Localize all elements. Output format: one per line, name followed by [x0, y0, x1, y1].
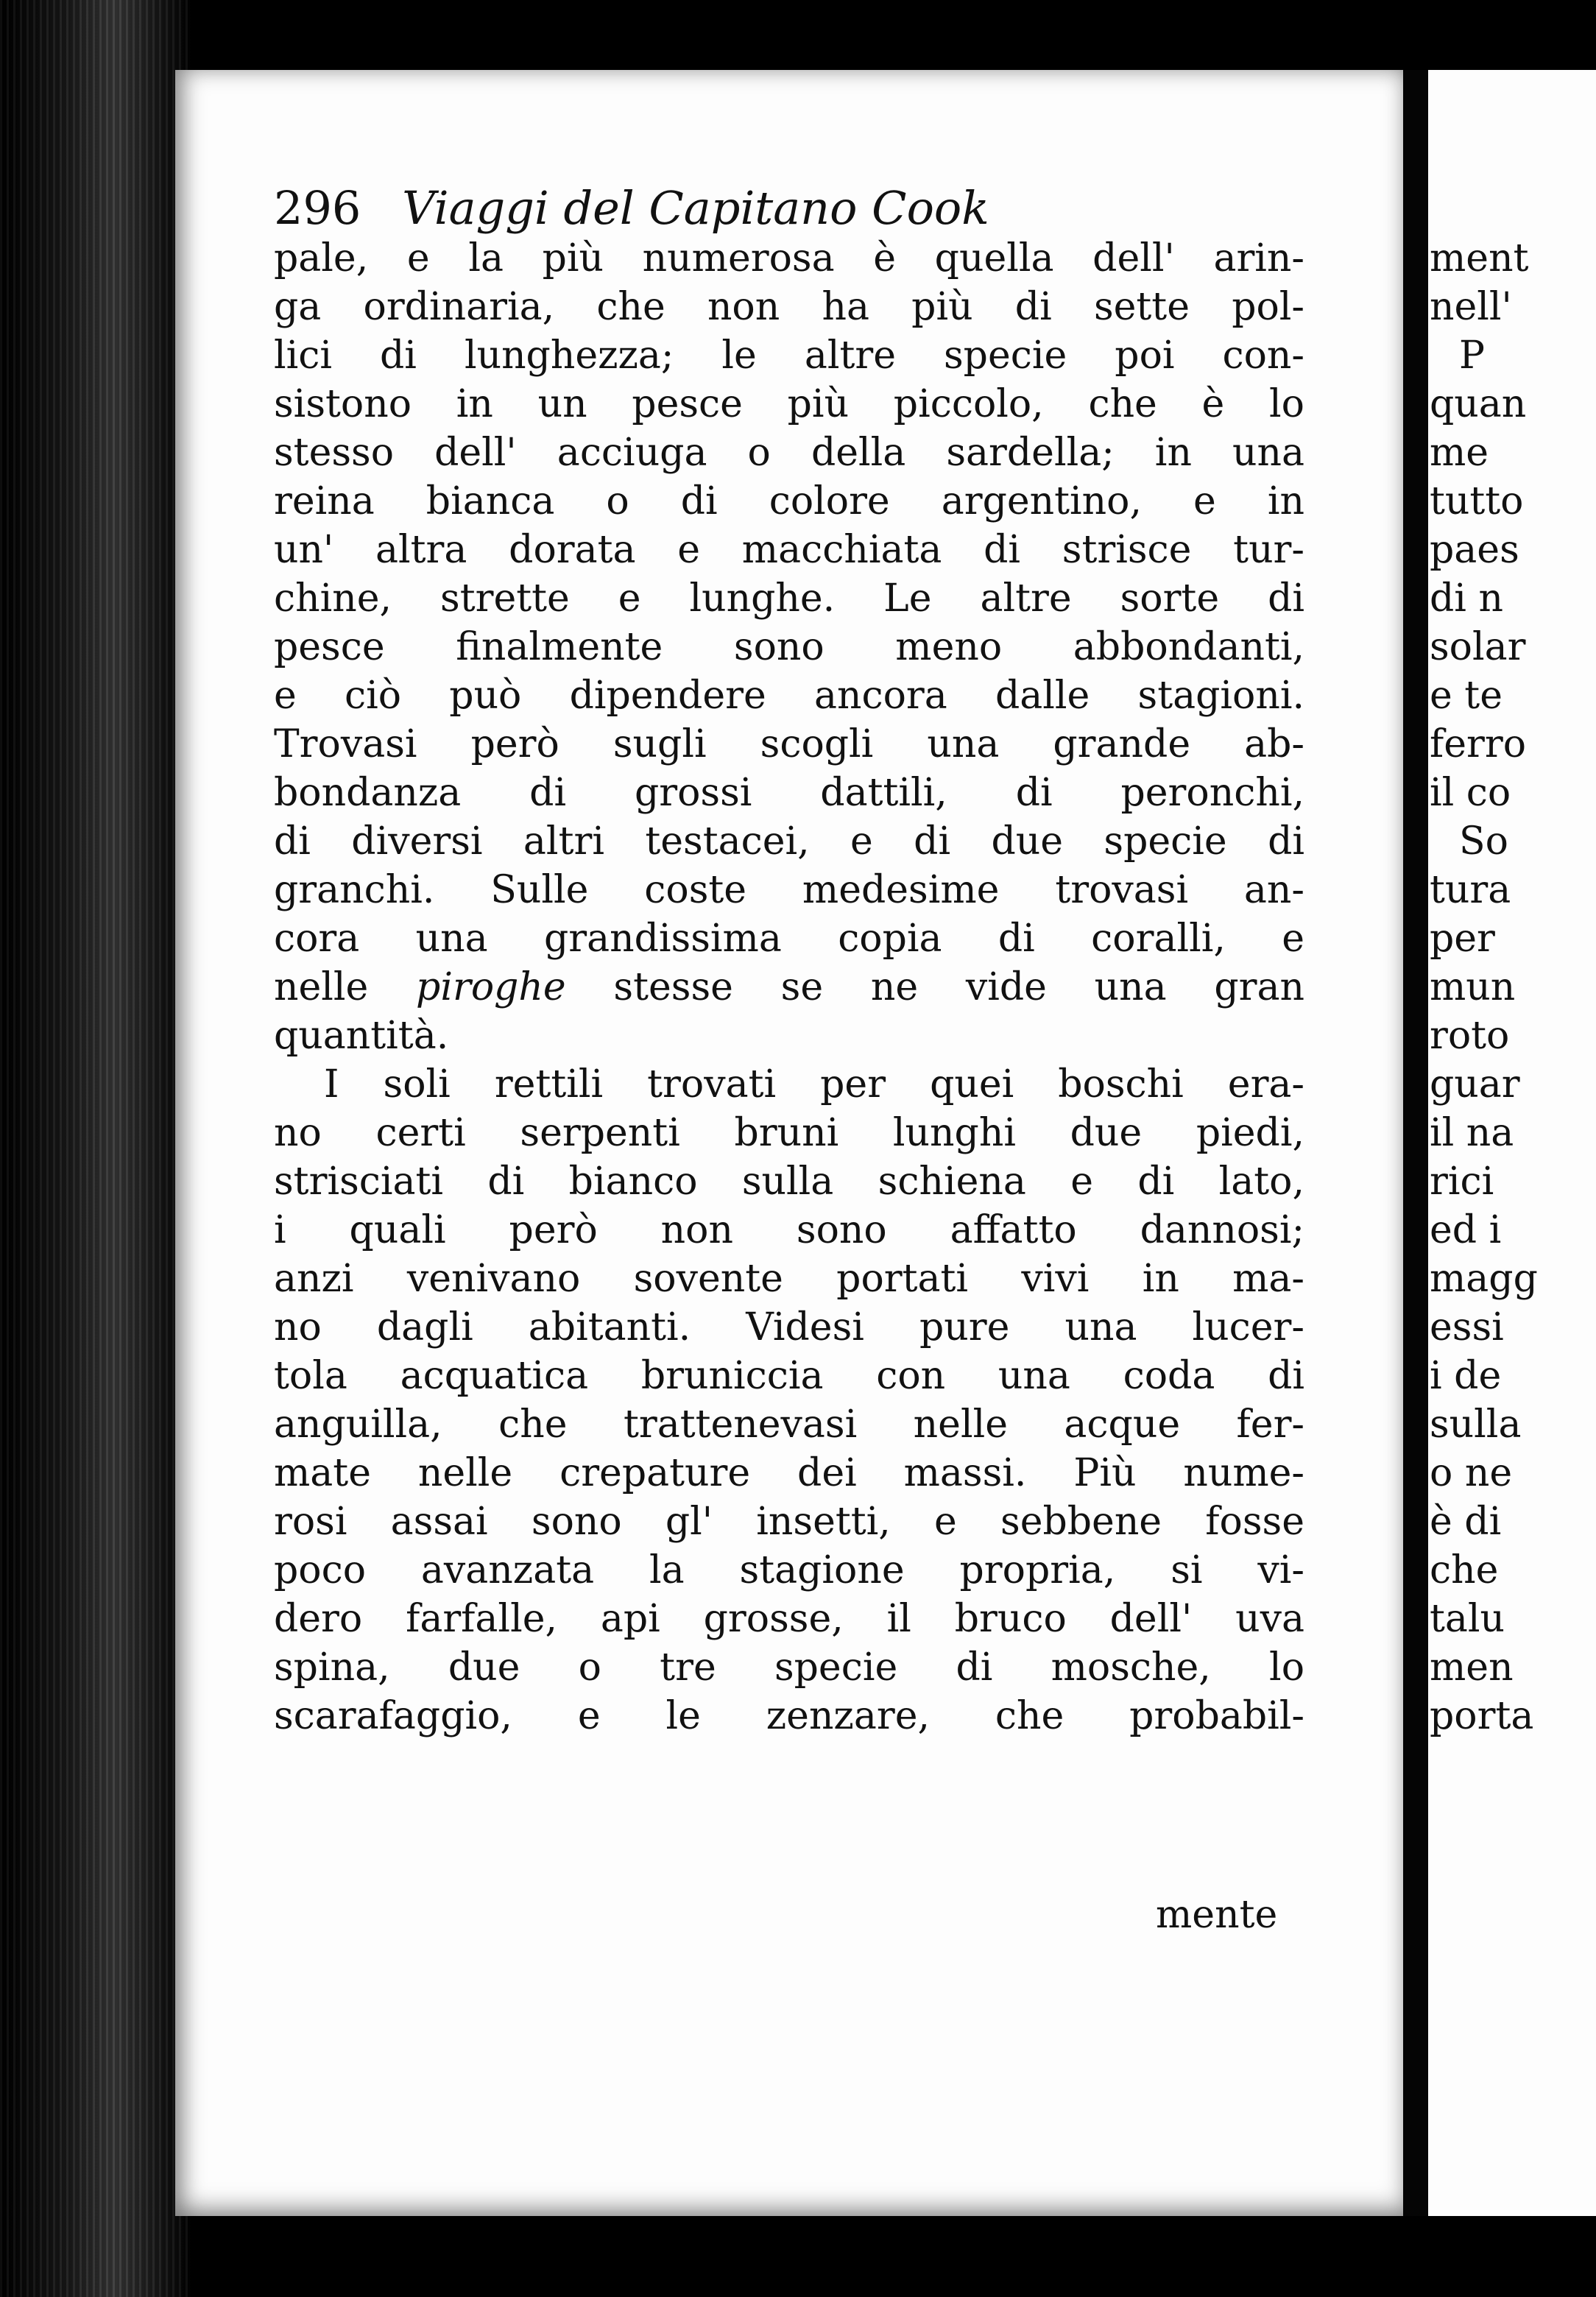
page-body-text [274, 234, 1304, 1740]
text-line: roto [1430, 1014, 1510, 1058]
text-line: i quali però non sono affatto dannosi; [274, 1208, 1304, 1252]
text-line: il na [1430, 1111, 1514, 1155]
text-line: Trovasi però sugli scogli una grande ab- [274, 722, 1304, 766]
book-edge [0, 0, 191, 2297]
text-line: quantità. [274, 1014, 449, 1058]
text-line: di diversi altri testacei, e di due specie di [274, 819, 1304, 864]
page-header [274, 183, 989, 234]
text-line: guar [1430, 1062, 1520, 1107]
text-line: chine, strette e lunghe. Le altre sorte di [274, 576, 1304, 621]
text-line: di n [1430, 576, 1503, 621]
text-line: bondanza di grossi dattili, di peronchi, [274, 771, 1304, 815]
text-line: men [1430, 1645, 1514, 1690]
page-number: 296 [274, 181, 361, 235]
text-line: So [1459, 819, 1508, 864]
book-gutter [1403, 70, 1428, 2216]
text-line: rosi assai sono gl' insetti, e sebbene fosse [274, 1500, 1304, 1544]
text-line: paes [1430, 528, 1519, 572]
text-line: solar [1430, 625, 1526, 669]
running-title: Viaggi del Capitano Cook [402, 181, 989, 235]
text-line: cora una grandissima copia di coralli, e [274, 917, 1304, 961]
text-line: pesce finalmente sono meno abbondanti, [274, 625, 1304, 669]
text-line: strisciati di bianco sulla schiena e di lato, [274, 1160, 1304, 1204]
text-line: talu [1430, 1597, 1505, 1641]
text-line: nelle piroghe stesse se ne vide una gran [274, 965, 1304, 1009]
text-line: P [1459, 334, 1485, 378]
text-line: magg [1430, 1257, 1538, 1301]
text-line: spina, due o tre specie di mosche, lo [274, 1645, 1304, 1690]
text-line: porta [1430, 1694, 1534, 1738]
text-line: poco avanzata la stagione propria, si vi- [274, 1548, 1304, 1592]
text-line: dero farfalle, api grosse, il bruco dell' uva [274, 1597, 1304, 1641]
text-line: I soli rettili trovati per quei boschi era- [324, 1062, 1304, 1107]
text-line: quan [1430, 382, 1527, 426]
text-line: e ciò può dipendere ancora dalle stagioni. [274, 674, 1304, 718]
text-line: essi [1430, 1305, 1504, 1349]
text-line: no dagli abitanti. Videsi pure una lucer- [274, 1305, 1304, 1349]
text-line: pale, e la più numerosa è quella dell' arin- [274, 236, 1304, 280]
text-line: per [1430, 917, 1495, 961]
text-line: e te [1430, 674, 1503, 718]
text-line: o ne [1430, 1451, 1513, 1495]
text-line: sulla [1430, 1402, 1522, 1447]
text-line: ferro [1430, 722, 1527, 766]
text-line: me [1430, 431, 1489, 475]
text-line: granchi. Sulle coste medesime trovasi an- [274, 868, 1304, 912]
text-line: nell' [1430, 285, 1512, 329]
text-line: mun [1430, 965, 1516, 1009]
text-line: mate nelle crepature dei massi. Più nume- [274, 1451, 1304, 1495]
text-line: reina bianca o di colore argentino, e in [274, 479, 1304, 523]
text-line: rici [1430, 1160, 1494, 1204]
text-line: tola acquatica bruniccia con una coda di [274, 1354, 1304, 1398]
text-line: i de [1430, 1354, 1502, 1398]
text-line: lici di lunghezza; le altre specie poi con- [274, 334, 1304, 378]
text-line: il co [1430, 771, 1511, 815]
text-line: scarafaggio, e le zenzare, che probabil- [274, 1694, 1304, 1738]
text-line: stesso dell' acciuga o della sardella; in una [274, 431, 1304, 475]
text-line: che [1430, 1548, 1499, 1592]
text-line: sistono in un pesce più piccolo, che è lo [274, 382, 1304, 426]
text-line: no certi serpenti bruni lunghi due piedi, [274, 1111, 1304, 1155]
text-line: anzi venivano sovente portati vivi in ma- [274, 1257, 1304, 1301]
text-line: anguilla, che trattenevasi nelle acque fer- [274, 1402, 1304, 1447]
text-line: tura [1430, 868, 1511, 912]
text-line: è di [1430, 1500, 1502, 1544]
catchword: mente [1156, 1893, 1278, 1937]
text-line: ed i [1430, 1208, 1502, 1252]
text-line: ga ordinaria, che non ha più di sette pol- [274, 285, 1304, 329]
text-line: ment [1430, 236, 1529, 280]
text-line: tutto [1430, 479, 1524, 523]
right-page-text-fragment [1430, 234, 1538, 1740]
text-line: un' altra dorata e macchiata di strisce tur- [274, 528, 1304, 572]
